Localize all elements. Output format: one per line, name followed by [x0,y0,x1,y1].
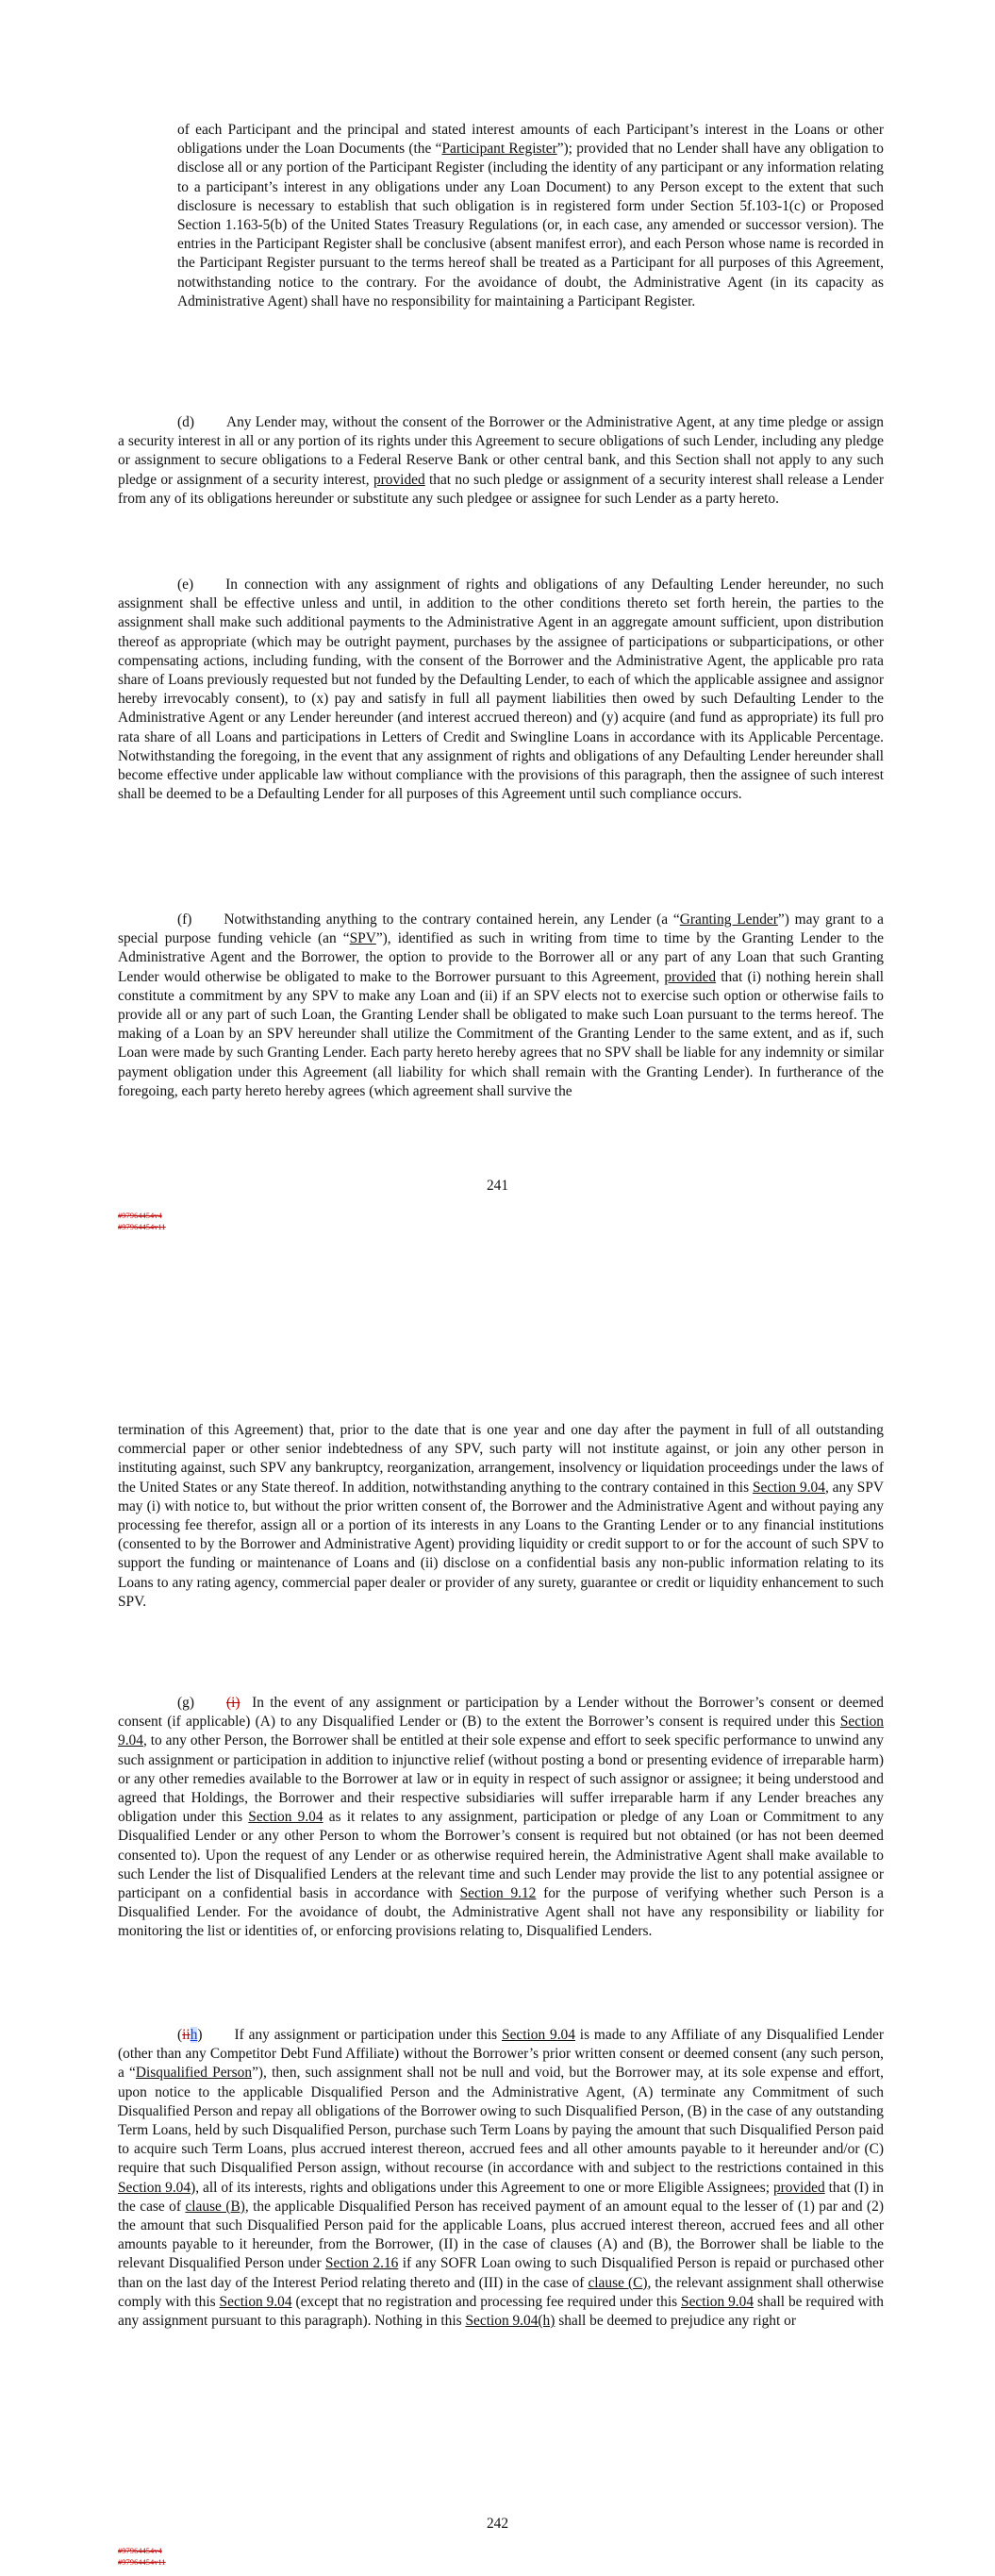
section-reference: Section 9.04 [681,2293,755,2310]
section-reference: Section 9.04 [248,1809,323,1826]
paragraph-g: (g) (i) In the event of any assignment or participation by a Lender without the Borrower’s consent or deemed consent (if applicable) (A) to any Disqualified Lender or (B) to the extent the Borrower’s consent is required under this Section 9.04, to any other Person, the Borrower shall be entitled at their sole expense and effort to seek specific performance to unwind any such assignment or participation in addition to injunctive relief (without posting a bond or presenting evidence of irreparable harm) or any other remedies available to the Borrower at law or in equity in respect of such assignor or assignee; it being understood and agreed that Holdings, the Borrower and their respective subsidiaries will suffer irreparable harm if any Lender breaches any obligation under this Section 9.04 as it relates to any assignment, participation or pledge of any Loan or Commitment to any Disqualified Lender or any other Person to whom the Borrower’s consent is required but not obtained (or has not been deemed consented to). Upon the request of any Lender or as otherwise required herein, the Administrative Agent shall make available to such Lender the list of Disqualified Lenders at the relevant time and such Lender may provide the list to any potential assignee or participant on a confidential basis in accordance with Section 9.12 for the purpose of verifying whether such Person is a Disqualified Lender. For the avoidance of doubt, the Administrative Agent shall not have any responsibility or liability for monitoring the list or identities of, or enforcing provisions relating to, Disqualified Lenders. [118,1695,885,1940]
provided-term: provided [772,2179,825,2196]
defined-term-granting-lender: Granting Lender [679,912,778,928]
section-reference: Section 9.12 [459,1885,537,1902]
paragraph-label: (f) [177,912,192,928]
section-reference: Section 9.04 [118,1714,884,1749]
defined-term-disqualified-person: Disqualified Person [135,2065,253,2082]
paragraph-label: (d) [177,414,194,430]
deleted-label: (i) [225,1695,240,1711]
paragraph-e: (e) In connection with any assignment of rights and obligations of any Defaulting Lender hereunder, no such assignment shall be effective unless and until, in addition to the other conditions thereto set forth herein, the parties to the assignment shall make such additional payments to the Administrative Agent in an aggregate amount sufficient, upon distribution thereof as appropriate (which may be outright payment, purchases by the assignee of participations or subparticipations, or other compensating actions, including funding, with the consent of the Borrower and the Administrative Agent, the applicable pro rata share of Loans previously requested but not funded by the Defaulting Lender, to each of which the applicable assignee and assignor hereby irrevocably consent), to (x) pay and satisfy in full all payment liabilities then owed by such Defaulting Lender to the Administrative Agent or any Lender hereunder (and interest accrued thereon) and (y) acquire (and fund as appropriate) its full pro rata share of all Loans and participations in Letters of Credit and Swingline Loans in accordance with its Applicable Percentage. Notwithstanding the foregoing, in the event that any assignment of rights and obligations of any Defaulting Lender hereunder shall become effective under applicable law without compliance with the provisions of this paragraph, then the assignee of such interest shall be deemed to be a Defaulting Lender for all purposes of this Agreement until such compliance occurs. [118,577,884,803]
provided-term: provided [664,968,717,985]
section-reference: Section 9.04 [219,2293,292,2310]
paragraph-d: (d) Any Lender may, without the consent of the Borrower or the Administrative Agent, at any time pledge or assign a security interest in all or any portion of its rights under this Agreement to secure obligations of such Lender, including any pledge or assignment to secure obligations to a Federal Reserve Bank or other central bank, and this Section shall not apply to any such pledge or assignment of a security interest, provided that no such pledge or assignment of a security interest shall release a Lender from any of its obligations hereunder or substitute any such pledgee or assignee for such Lender as a party hereto. [118,414,884,507]
provided-term: provided [373,471,425,488]
section-reference: Section 2.16 [324,2255,399,2272]
defined-term-spv: SPV [349,930,376,947]
document-id-deleted: #97964454v4 [118,2546,162,2555]
paragraph-spv-continuation: termination of this Agreement) that, prior to the date that is one year and one day after the payment in full of all outstanding commercial paper or other senior indebtedness of any SPV, such party will not institute against, or join any other person in instituting against, such SPV any bankruptcy, reorganization, arrangement, insolvency or liquidation proceedings under the laws of the United States or any State thereof. In addition, notwithstanding anything to the contrary contained in this Section 9.04, any SPV may (i) with notice to, but without the prior written consent of, the Borrower and the Administrative Agent and without paying any processing fee therefor, assign all or a portion of its interests in any Loans to the Granting Lender or to any financial institutions (consented to by the Borrower and Administrative Agent) providing liquidity or credit support to or for the account of such SPV to support the funding or maintenance of Loans and (ii) disclose on a confidential basis any non-public information relating to its Loans to any rating agency, commercial paper dealer or provider of any surety, guarantee or credit or liquidity enhancement to such SPV. [118,1422,885,1610]
document-id: #97964454v11 [118,2557,166,2567]
paragraph-label: (g) [177,1695,194,1711]
page-number: 242 [486,2516,509,2532]
paragraph-f: (f) Notwithstanding anything to the contrary contained herein, any Lender (a “Granting Lender”) may grant to a special purpose funding vehicle (an “SPV”), identified as such in writing from time to time by the Granting Lender to the Administrative Agent and the Borrower, the option to provide to the Borrower all or any part of any Loan that such Granting Lender would otherwise be obligated to make to the Borrower pursuant to this Agreement, provided that (i) nothing herein shall constitute a commitment by any SPV to make any Loan and (ii) if an SPV elects not to exercise such option or otherwise fails to provide all or any part of such Loan, the Granting Lender shall be obligated to make such Loan pursuant to the terms hereof. The making of a Loan by an SPV hereunder shall utilize the Commitment of the Granting Lender to the same extent, and as if, such Loan were made by such Granting Lender. Each party hereto hereby agrees that no SPV shall be liable for any indemnity or similar payment obligation under this Agreement (all liability for which shall remain with the Granting Lender). In furtherance of the foregoing, each party hereto hereby agrees (which agreement shall survive the [118,912,884,1099]
deleted-label: ii [182,2027,191,2043]
paragraph-participant-register: of each Participant and the principal and stated interest amounts of each Participant’s interest in the Loans or other obligations under the Loan Documents (the “Participant Register”); provided that no Lender shall have any obligation to disclose all or any portion of the Participant Register (including the identity of any participant or any information relating to a participant’s interest in any obligations under any Loan Document) to any Person except to the extent that such disclosure is necessary to establish that such obligation is in registered form under Section 5f.103-1(c) or Proposed Section 1.163-5(b) of the United States Treasury Regulations (or, in each case, any amended or successor version). The entries in the Participant Register shall be conclusive (absent manifest error), and each Person whose name is recorded in the Participant Register pursuant to the terms hereof shall be treated as a Participant for all purposes of this Agreement, notwithstanding notice to the contrary. For the avoidance of doubt, the Administrative Agent (in its capacity as Administrative Agent) shall have no responsibility for maintaining a Participant Register. [177,122,884,309]
paragraph-h: (iih) If any assignment or participation under this Section 9.04 is made to any Affiliate of any Disqualified Lender (other than any Competitor Debt Fund Affiliate) without the Borrower’s prior written consent or deemed consent (any such person, a “Disqualified Person”), then, such assignment shall not be null and void, but the Borrower may, at its sole expense and effort, upon notice to the applicable Disqualified Person and the Administrative Agent, (A) terminate any Commitment of such Disqualified Person and repay all obligations of the Borrower owing to such Disqualified Person, (B) in the case of any outstanding Term Loans, held by such Disqualified Person, purchase such Term Loans by paying the amount that such Disqualified Person paid to acquire such Term Loans, plus accrued interest thereon, accrued fees and all other amounts payable to it hereunder and/or (C) require that such Disqualified Person assign, without recourse (in accordance with and subject to the restrictions contained in this Section 9.04), all of its interests, rights and obligations under this Agreement to one or more Eligible Assignees; provided that (I) in the case of clause (B), the applicable Disqualified Person has received payment of an amount equal to the lesser of (1) par and (2) the amount that such Disqualified Person paid for the applicable Loans, plus accrued interest thereon, accrued fees and all other amounts payable to it hereunder, from the Borrower, (II) in the case of clauses (A) and (B), the Borrower shall be liable to the relevant Disqualified Person under Section 2.16 if any SOFR Loan owing to such Disqualified Person is repaid or purchased other than on the last day of the Interest Period relating thereto and (III) in the case of clause (C), the relevant assignment shall otherwise comply with this Section 9.04 (except that no registration and processing fee required under this Section 9.04 shall be required with any assignment pursuant to this paragraph). Nothing in this Section 9.04(h) shall be deemed to prejudice any right or [118,2027,884,2330]
document-id-deleted: #97964454v4 [118,1211,162,1220]
section-reference: Section 9.04(h) [465,2313,556,2330]
inserted-label: h [190,2027,198,2043]
paragraph-label: (iih) [177,2027,203,2043]
section-reference: Section 9.04 [118,2179,191,2196]
paragraph-label: (e) [177,577,194,593]
document-id: #97964454v11 [118,1222,166,1231]
clause-reference: clause (B) [185,2198,245,2215]
clause-reference: clause (C) [588,2274,648,2291]
page-242 [0,1340,995,2576]
page-number: 241 [486,1178,509,1194]
section-reference: Section 9.04 [502,2027,575,2043]
defined-term-participant-register: Participant Register [441,141,557,158]
section-reference: Section 9.04 [752,1479,825,1496]
